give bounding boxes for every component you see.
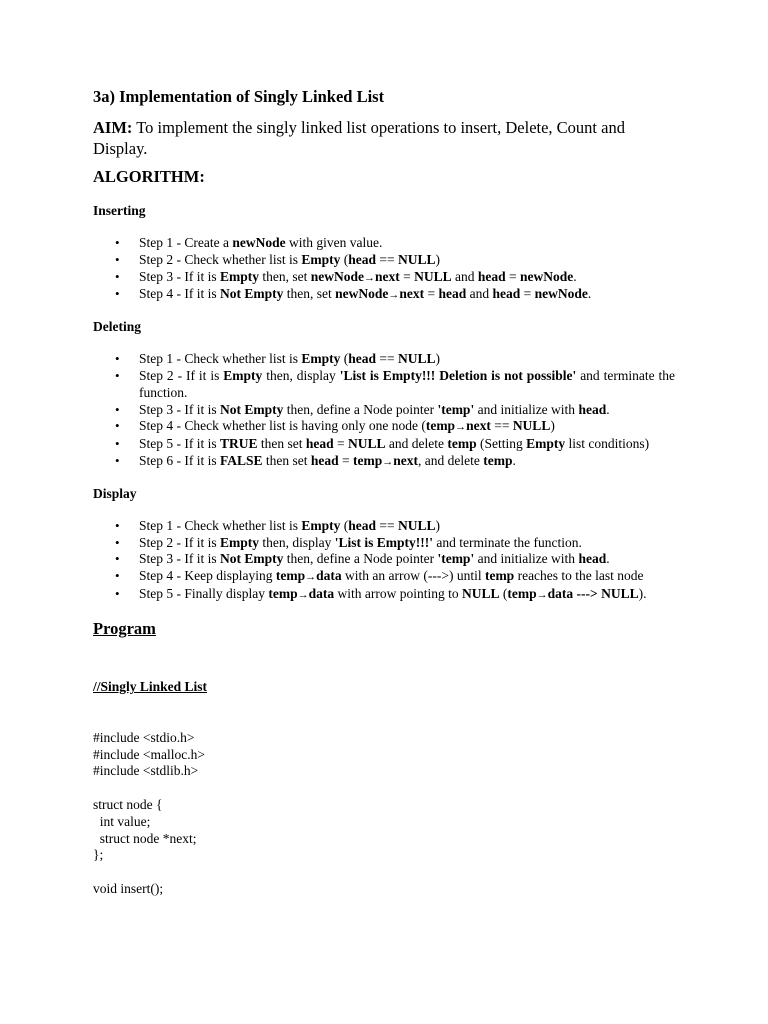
display-steps <box>93 518 675 604</box>
inserting-steps <box>93 235 675 304</box>
algorithm-heading: ALGORITHM: <box>93 167 205 186</box>
deleting-step-2: • Step 2 - If it is Empty then, display 'List is Empty!!! Deletion is not possible' and terminate the function. <box>93 368 675 402</box>
display-step-2: • Step 2 - If it is Empty then, display 'List is Empty!!!' and terminate the function. <box>93 535 675 552</box>
code-line: void insert(); <box>93 880 164 896</box>
code-line: struct node *next; <box>93 830 197 846</box>
code-line: #include <malloc.h> <box>93 746 205 762</box>
deleting-heading: Deleting <box>93 319 141 335</box>
inserting-step-4: • Step 4 - If it is Not Empty then, set newNode→next = head and head = newNode. <box>93 286 675 304</box>
aim-paragraph <box>93 117 675 159</box>
code-line <box>93 864 675 881</box>
code-comment: //Singly Linked List <box>93 679 208 695</box>
code-line <box>93 780 675 797</box>
code-line: struct node { <box>93 796 163 812</box>
aim-label: AIM: <box>93 118 133 137</box>
display-step-4: • Step 4 - Keep displaying temp→data with an arrow (--->) until temp reaches to the last node <box>93 568 675 586</box>
deleting-step-5: • Step 5 - If it is TRUE then set head = NULL and delete temp (Setting Empty list conditions) <box>93 436 675 453</box>
deleting-step-1: • Step 1 - Check whether list is Empty (head == NULL) <box>93 351 675 368</box>
deleting-step-4: • Step 4 - Check whether list is having only one node (temp→next == NULL) <box>93 418 675 436</box>
code-line: int value; <box>93 813 151 829</box>
code-line: #include <stdio.h> <box>93 729 195 745</box>
aim-text: To implement the singly linked list operations to insert, Delete, Count and Display. <box>93 118 625 158</box>
inserting-step-2: • Step 2 - Check whether list is Empty (head == NULL) <box>93 252 675 269</box>
code-line: #include <stdlib.h> <box>93 763 199 779</box>
deleting-step-6: • Step 6 - If it is FALSE then set head = temp→next, and delete temp. <box>93 453 675 471</box>
code-line: }; <box>93 847 104 863</box>
program-heading: Program <box>93 618 156 638</box>
display-step-3: • Step 3 - If it is Not Empty then, define a Node pointer 'temp' and initialize with head. <box>93 551 675 568</box>
document-page <box>93 86 675 931</box>
deleting-step-3: • Step 3 - If it is Not Empty then, define a Node pointer 'temp' and initialize with head. <box>93 402 675 419</box>
deleting-steps <box>93 351 675 471</box>
inserting-step-1: • Step 1 - Create a newNode with given value. <box>93 235 675 252</box>
display-step-5: • Step 5 - Finally display temp→data with arrow pointing to NULL (temp→data ---> NULL). <box>93 586 675 604</box>
inserting-heading: Inserting <box>93 203 146 218</box>
display-step-1: • Step 1 - Check whether list is Empty (head == NULL) <box>93 518 675 535</box>
code-lines <box>93 730 675 898</box>
inserting-step-3: • Step 3 - If it is Empty then, set newNode→next = NULL and head = newNode. <box>93 269 675 287</box>
display-heading: Display <box>93 485 137 501</box>
code-block <box>93 646 675 932</box>
page-title: 3a) Implementation of Singly Linked List <box>93 87 385 106</box>
